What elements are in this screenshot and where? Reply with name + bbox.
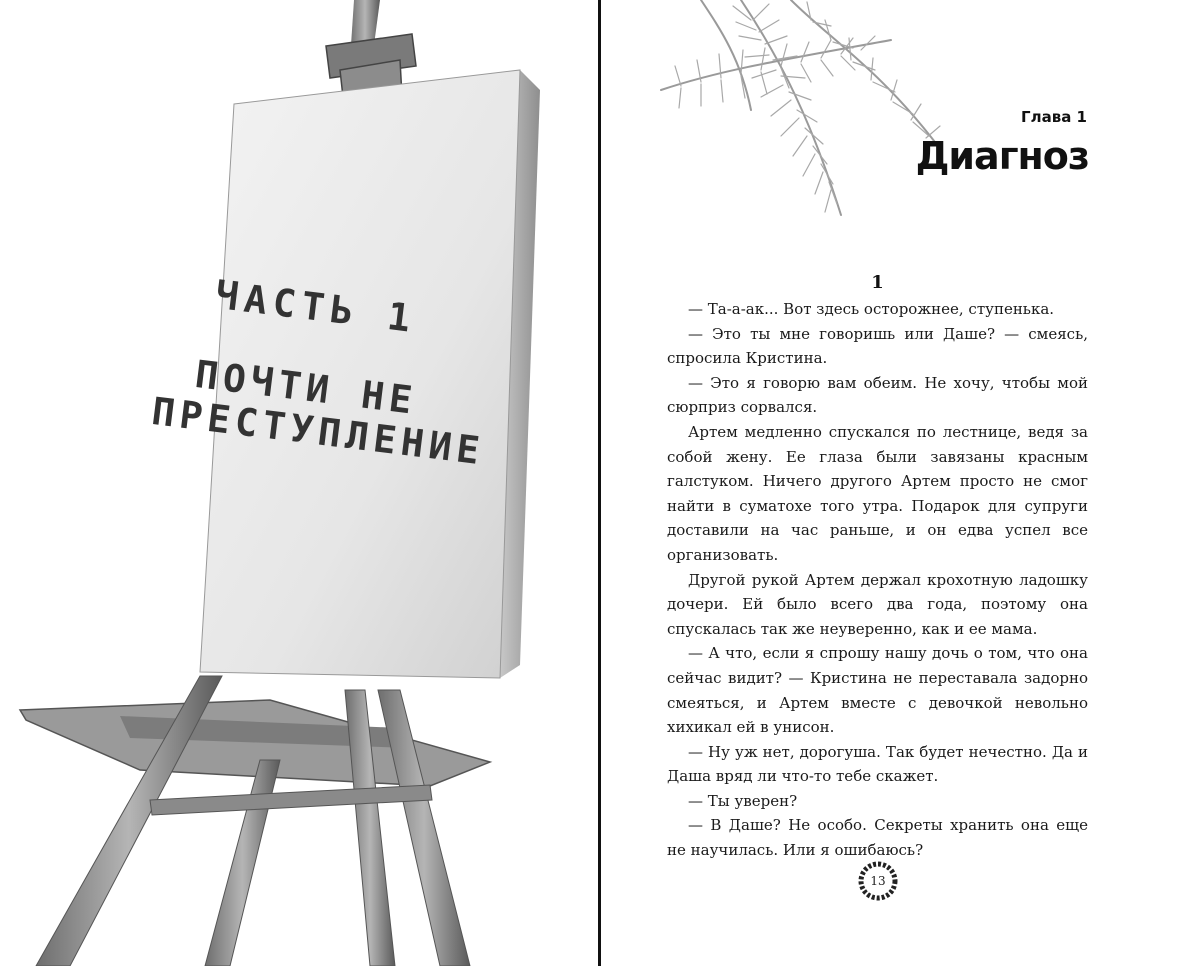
chapter-title: Диагноз: [915, 134, 1089, 178]
part-name: ПОЧТИ НЕ ПРЕСТУПЛЕНИЕ: [149, 352, 487, 474]
left-page: [0, 0, 598, 966]
paragraph: Артем медленно спускался по лестнице, ведя за собой жену. Ее глаза были завязаны красным галстуком. Ничего другого Артем просто не смог найти в суматохе того утра. Подарок для супруги доставили на час раньше, и он едва успел все организовать.: [667, 422, 1088, 564]
page-number-badge: [855, 858, 901, 904]
paragraph: Другой рукой Артем держал крохотную ладошку дочери. Ей было всего два года, поэтому она спускалась так же неуверенно, как и ее мама.: [667, 570, 1088, 638]
paragraph: — А что, если я спрошу нашу дочь о том, что она сейчас видит? — Кристина не переставала задорно смеяться, и Артем вместе с девочкой невольно хихикал ей в унисон.: [667, 644, 1088, 737]
easel-illustration: [0, 0, 598, 966]
part-label: ЧАСТЬ 1: [212, 272, 419, 342]
paragraph: — Ты уверен?: [688, 791, 798, 810]
part-title: [149, 265, 487, 474]
chapter-label: Глава 1: [1021, 108, 1087, 126]
pine-branch-illustration: [641, 0, 1001, 220]
page-number: 13: [870, 874, 886, 888]
body-text: [667, 297, 1088, 863]
paragraph: — Та-а-ак... Вот здесь осторожнее, ступенька.: [688, 300, 1055, 318]
paragraph: — Это я говорю вам обеим. Не хочу, чтобы мой сюрприз сорвался.: [667, 373, 1088, 417]
paragraph: — Это ты мне говоришь или Даше? — смеясь, спросила Кристина.: [667, 324, 1088, 368]
section-number: 1: [871, 272, 884, 293]
paragraph: — В Даше? Не особо. Секреты хранить она еще не научилась. Или я ошибаюсь?: [667, 816, 1088, 860]
right-page: [601, 0, 1200, 966]
paragraph: — Ну уж нет, дорогуша. Так будет нечестно. Да и Даша вряд ли что-то тебе скажет.: [667, 742, 1088, 786]
